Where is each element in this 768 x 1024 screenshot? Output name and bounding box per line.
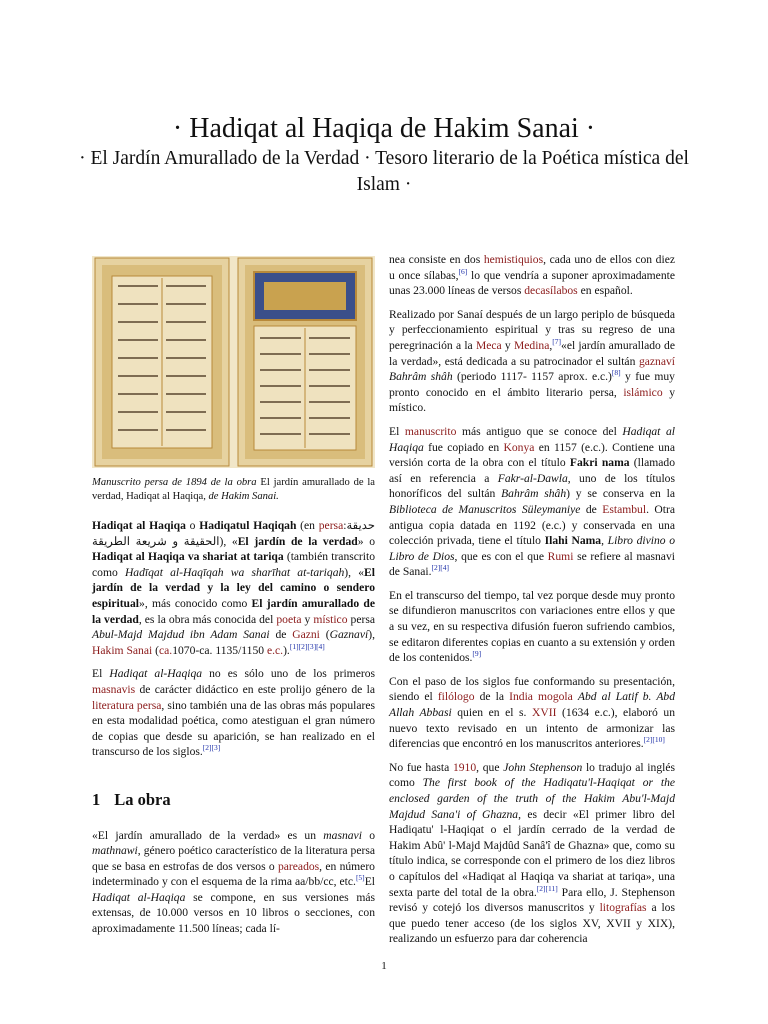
citation[interactable]: [2][4] <box>431 563 449 573</box>
paragraph-5: Realizado por Sanaí después de un largo periplo de búsqueda y perfeccionamiento espiritual y tras su regreso de una peregrinación a la Meca y Medina,[7]«el jardín amurallado de la verdad», está dedicada a su patrocinador el sultán gaznaví Bahrâm shâh (periodo 1117- 1157 aprox. e.c.)[8] y fue muy pronto conocido en el ámbito literario persa, islámico y místico. <box>389 307 675 415</box>
paragraph-8: Con el paso de los siglos fue conformando su presentación, siendo el filólogo de la India mogola Abd al Latif b. Abd Allah Abbasi quien en el s. XVII (1634 e.c.), elaboró un nuevo texto revisado en un intento de armonizar las diferencias que encontró en los manuscritos anteriores.[2][10] <box>389 674 675 751</box>
link-medina[interactable]: Medina <box>513 338 550 352</box>
paragraph-3: «El jardín amurallado de la verdad» es un masnavi o mathnawi, género poético característico de la literatura persa que se basa en estrofas de dos versos o pareados, en número indeterminado y con el esquema de la rima aa/bb/cc, etc.[5]El Hadiqat al-Haqiqa se compone, en sus versiones más extensas, de 10.000 versos en 10 libros o secciones, con aproximadamente 11.500 líneas; cada lí- <box>92 828 376 936</box>
citation[interactable]: [5] <box>355 873 365 883</box>
citation[interactable]: [1][2][3][4] <box>289 641 325 651</box>
citation[interactable]: [2][11] <box>536 883 558 893</box>
citation[interactable]: [8] <box>611 368 621 378</box>
link-decasilabos[interactable]: decasílabos <box>524 284 578 298</box>
link-rumi[interactable]: Rumi <box>547 549 574 563</box>
citation[interactable]: [2][3] <box>202 743 221 753</box>
link-meca[interactable]: Meca <box>475 338 502 352</box>
citation[interactable]: [6] <box>458 266 468 276</box>
link-persa[interactable]: persa <box>318 519 344 532</box>
link-manuscrito[interactable]: manuscrito <box>404 424 457 438</box>
link-ca[interactable]: ca. <box>158 643 173 657</box>
link-estambul[interactable]: Estambul <box>602 502 647 516</box>
page-number: 1 <box>381 960 387 972</box>
link-mistico[interactable]: místico <box>313 612 348 626</box>
page-title: · Hadiqat al Haqiqa de Hakim Sanai · <box>172 113 596 144</box>
section-heading <box>92 789 375 809</box>
link-islamico[interactable]: islámico <box>623 385 663 399</box>
link-1910[interactable]: 1910 <box>452 760 477 774</box>
section-number: 1 <box>92 789 101 809</box>
link-literatura-persa[interactable]: literatura persa <box>92 698 162 712</box>
link-gaznavi[interactable]: gaznaví <box>638 354 675 368</box>
section-title: La obra <box>114 789 171 809</box>
paragraph-9: No fue hasta 1910, que John Stephenson lo tradujo al inglés como The first book of the Hadiqatu'l-Haqiqat or the enclosed garden of the truth of the Hakim Abu'l-Majd Majdud Sana'i of Ghazna, es decir «El primer libro del Hadiqatu' l-Haqiqat o el jardín cerrado de la verdad de Hakim Abû' l-Majd Majdûd Sanâ'î de Ghazna» que, como su título indica, se corresponde con el primero de los diez libros o capítulos del «Hadiqat al Haqiqa va shariat at tariqa», una sexta parte del total de la obra.[2][11] Para ello, J. Stephenson revisó y cotejó los diversos manuscritos y litografías a los que puedo tener acceso (de los siglos XV, XVII y XIX), realizando un esfuerzo para dar coherencia <box>389 760 676 946</box>
link-gazni[interactable]: Gazni <box>292 628 320 642</box>
right-column <box>389 252 675 955</box>
paragraph-2: El Hadiqat al-Haqiqa no es sólo uno de los primeros masnavis de carácter didáctico en este prolijo género de la literatura persa, sino también una de las obras más populares en esta modalidad poética, como atestiguan el gran número de copias que desde su aparición, se han realizado en el transcurso de los siglos.[2][3] <box>92 667 376 759</box>
link-masnavis[interactable]: masnavis <box>92 682 136 696</box>
link-hakim-sanai[interactable]: Hakim Sanai <box>92 643 153 657</box>
paragraph-intro: Hadiqat al Haqiqa o Hadiqatul Haqiqah (en persa:حدیقة الحقیقة و شریعة الطریقة), «El jardín de la verdad» o Hadiqat al Haqiqa va shariat at tariqa (también transcrito como Hadīqat al-Haqīqah wa sharīhat at-tariqah), «El jardín de la verdad y la ley del camino o sendero espiritual», más conocido como El jardín amurallado de la verdad, es la obra más conocida del poeta y místico persa Abul-Majd Majdud ibn Adam Sanai de Gazni (Gaznaví), Hakim Sanai (ca.1070-ca. 1135/1150 e.c.).[1][2][3][4] <box>92 519 376 657</box>
paragraph-6: El manuscrito más antiguo que se conoce del Hadiqat al Haqiqa fue copiado en Konya en 1157 (e.c.). Contiene una versión corta de la obra con el título Fakri nama (llamado así en referencia a Fakr-al-Dawla, uno de los títulos honoríficos del sultán Bahrâm shâh) y se conserva en la Biblioteca de Manuscritos Süleymaniye de Estambul. Otra antigua copia datada en 1192 (e.c.) y conservada en una colección privada, tiene el título Ilahi Nama, Libro divino o Libro de Dios, que es con el que Rumi se refiere al masnavi de Sanai.[2][4] <box>389 424 676 579</box>
manuscript-figure <box>92 256 375 468</box>
citation[interactable]: [9] <box>472 649 482 659</box>
paragraph-4: nea consiste en dos hemistiquios, cada uno de ellos con diez u once sílabas,[6] lo que vendría a suponer aproximadamente unas 23.000 líneas de versos decasílabos en español. <box>389 253 675 298</box>
citation[interactable]: [7] <box>552 337 562 347</box>
manuscript-image <box>92 256 375 468</box>
link-litografias[interactable]: litografías <box>599 901 647 915</box>
link-filologo[interactable]: filólogo <box>437 690 475 704</box>
left-column <box>92 254 375 945</box>
link-konya[interactable]: Konya <box>503 440 535 454</box>
link-pareados[interactable]: pareados <box>277 859 320 873</box>
paragraph-7: En el transcurso del tiempo, tal vez porque desde muy pronto se difundieron manuscritos con variaciones entre ellos y que a su vez, en su respectiva difusión fueron sufriendo cambios, se editaron diferentes copias en cuanto a su extensión y orden de los contenidos.[9] <box>389 588 675 665</box>
citation[interactable]: [2][10] <box>643 735 665 745</box>
link-ec[interactable]: e.c. <box>266 643 284 657</box>
link-india-mogola[interactable]: India mogola <box>509 690 573 704</box>
link-poeta[interactable]: poeta <box>276 612 302 626</box>
figure-caption: Manuscrito persa de 1894 de la obra El jardín amurallado de la verdad, Hadiqat al Haqiqa, de Hakim Sanai. <box>92 477 376 502</box>
link-xvii[interactable]: XVII <box>532 706 557 720</box>
link-hemistiquios[interactable]: hemistiquios <box>483 253 544 266</box>
page-subtitle: · El Jardín Amurallado de la Verdad · Tesoro literario de la Poética mística del Islam · <box>79 148 689 195</box>
